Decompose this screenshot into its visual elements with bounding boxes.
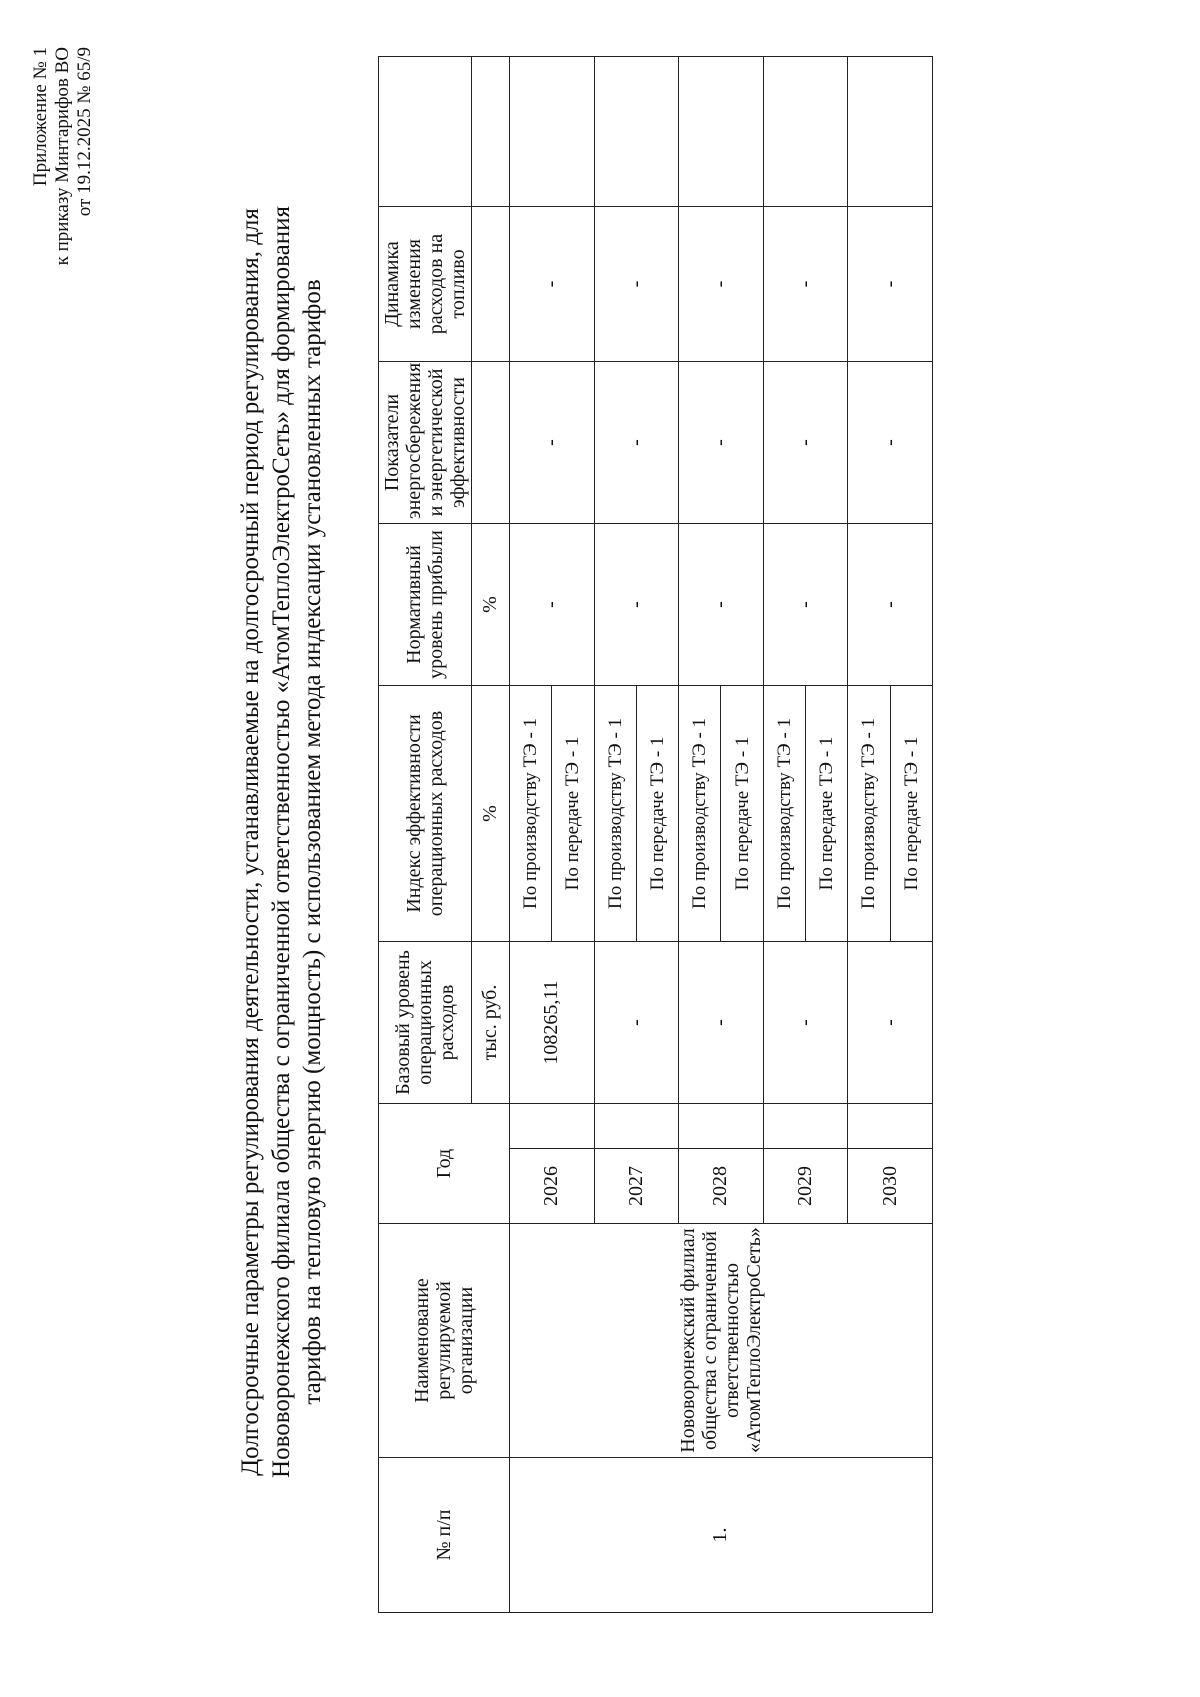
energy-cell: -	[509, 362, 594, 524]
index-transmission-cell: По передаче ТЭ - 1	[890, 686, 932, 942]
year-cell: 2028	[679, 1149, 764, 1224]
energy-cell: -	[679, 362, 764, 524]
fuel-cell: -	[509, 207, 594, 362]
year-cell: 2029	[763, 1149, 848, 1224]
header-fuel: Динамика изменения расходов на топливо	[379, 207, 472, 362]
index-transmission-cell: По передаче ТЭ - 1	[636, 686, 678, 942]
spacer-cell	[763, 1104, 848, 1149]
empty-cell	[679, 57, 764, 207]
profit-cell: -	[763, 524, 848, 686]
annex-number: Приложение № 1	[30, 47, 51, 187]
header-year: Год	[379, 1104, 510, 1224]
spacer-cell	[679, 1104, 764, 1149]
index-production-cell: По производству ТЭ - 1	[509, 686, 551, 942]
header-energy: Показатели энергосбережения и энергетической эффективности	[379, 362, 472, 524]
index-transmission-cell: По передаче ТЭ - 1	[806, 686, 848, 942]
fuel-cell: -	[848, 207, 933, 362]
empty-cell	[594, 57, 679, 207]
index-transmission-cell: По передаче ТЭ - 1	[552, 686, 594, 942]
base-cell: -	[594, 942, 679, 1104]
header-num: № п/п	[379, 1458, 510, 1613]
title-line: Долгосрочные параметры регулирования деятельности, устанавливаемые на долгосрочный период регулирования, для	[237, 208, 264, 1476]
spacer-cell	[594, 1104, 679, 1149]
annex-date: от 19.12.2025 № 65/9	[74, 47, 95, 217]
profit-cell: -	[594, 524, 679, 686]
header-empty-cell	[379, 57, 472, 207]
unit-energy	[471, 362, 509, 524]
index-production-cell: По производству ТЭ - 1	[594, 686, 636, 942]
annex-header	[30, 47, 96, 297]
unit-empty-cell	[471, 57, 509, 207]
header-org: Наименование регулируемой организации	[379, 1224, 510, 1458]
row-number: 1.	[509, 1458, 932, 1613]
empty-cell	[509, 57, 594, 207]
energy-cell: -	[763, 362, 848, 524]
profit-cell: -	[509, 524, 594, 686]
header-index: Индекс эффективности операционных расходов	[379, 686, 472, 942]
spacer-cell	[509, 1104, 594, 1149]
unit-index: %	[471, 686, 509, 942]
unit-profit: %	[471, 524, 509, 686]
parameters-table	[378, 56, 933, 1613]
base-cell: 108265,11	[509, 942, 594, 1104]
organization-name: Нововоронежский филиал общества с ограниченной ответственностью «АтомТеплоЭлектроСеть»	[509, 1224, 932, 1458]
spacer-cell	[848, 1104, 933, 1149]
header-profit: Нормативный уровень прибыли	[379, 524, 472, 686]
year-cell: 2027	[594, 1149, 679, 1224]
index-production-cell: По производству ТЭ - 1	[679, 686, 721, 942]
base-cell: -	[848, 942, 933, 1104]
base-cell: -	[763, 942, 848, 1104]
index-production-cell: По производству ТЭ - 1	[848, 686, 890, 942]
fuel-cell: -	[594, 207, 679, 362]
unit-fuel	[471, 207, 509, 362]
unit-base: тыс. руб.	[471, 942, 509, 1104]
empty-cell	[763, 57, 848, 207]
fuel-cell: -	[763, 207, 848, 362]
profit-cell: -	[679, 524, 764, 686]
index-transmission-cell: По передаче ТЭ - 1	[721, 686, 763, 942]
title-line: тарифов на тепловую энергию (мощность) с использованием метода индексации установленных тарифов	[299, 279, 326, 1405]
annex-order: к приказу Минтарифов ВО	[52, 47, 73, 266]
document-title	[235, 77, 328, 1607]
year-cell: 2030	[848, 1149, 933, 1224]
year-cell: 2026	[509, 1149, 594, 1224]
energy-cell: -	[848, 362, 933, 524]
base-cell: -	[679, 942, 764, 1104]
energy-cell: -	[594, 362, 679, 524]
title-line: Нововоронежского филиала общества с ограниченной ответственностью «АтомТеплоЭлектроСеть» для формирования	[268, 206, 295, 1478]
fuel-cell: -	[679, 207, 764, 362]
empty-cell	[848, 57, 933, 207]
index-production-cell: По производству ТЭ - 1	[763, 686, 805, 942]
header-base: Базовый уровень операционных расходов	[379, 942, 472, 1104]
profit-cell: -	[848, 524, 933, 686]
